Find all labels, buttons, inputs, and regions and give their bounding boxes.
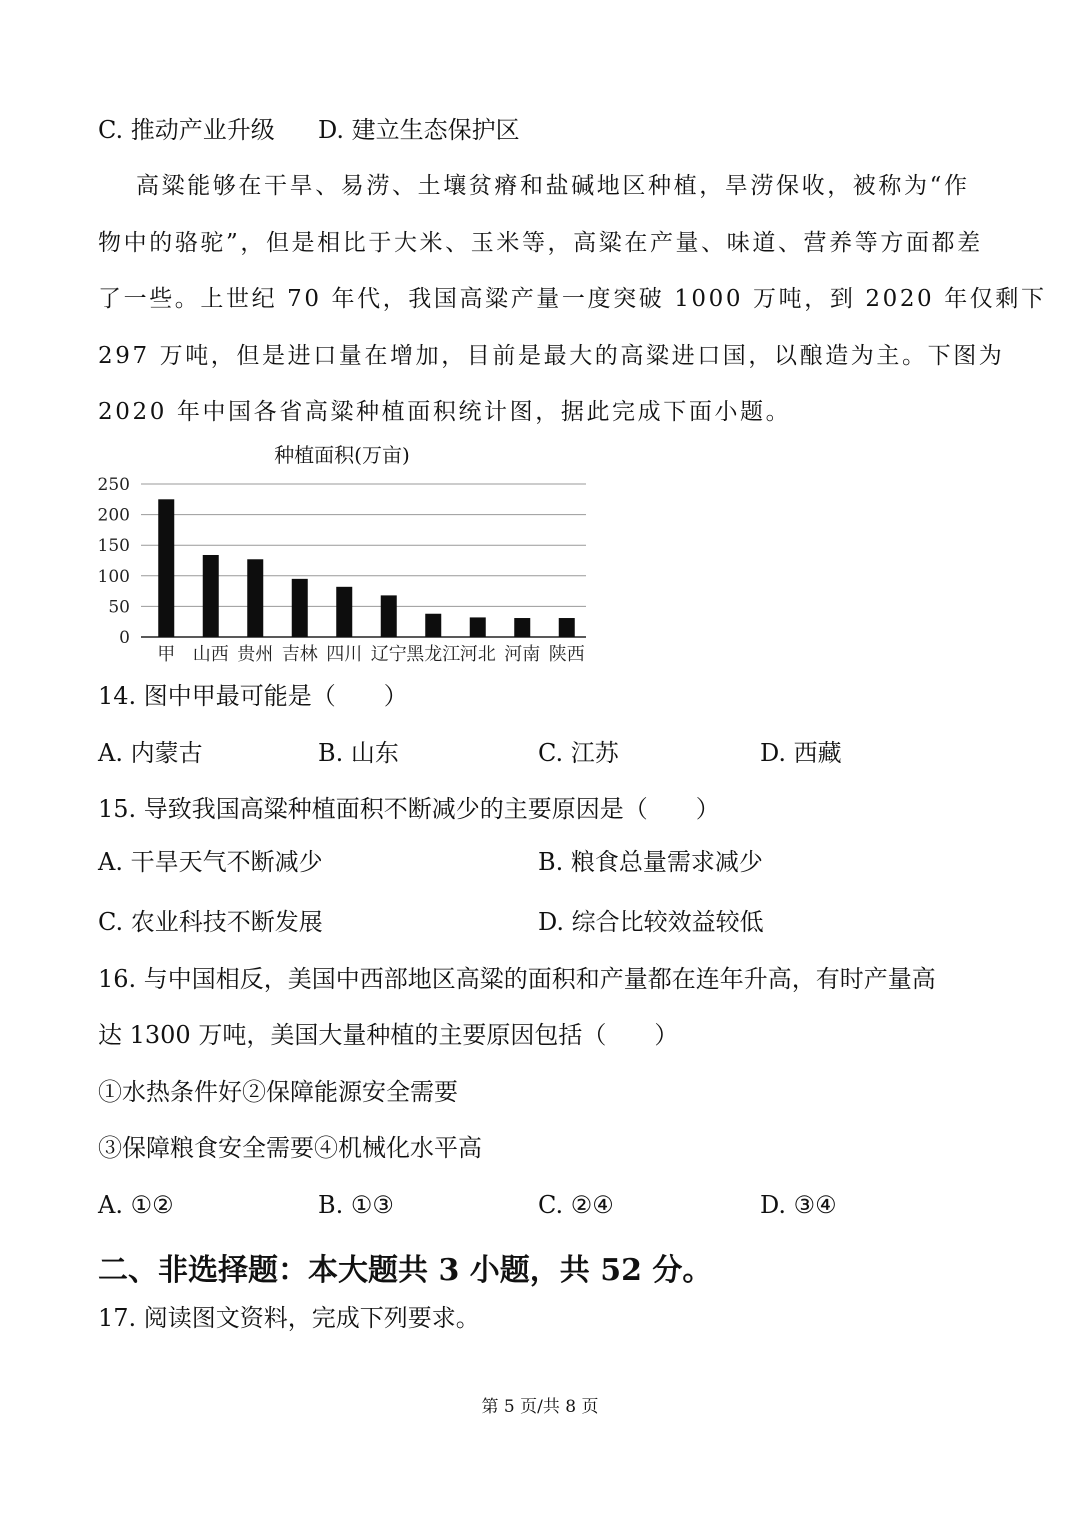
y-tick-label: 50 — [108, 597, 130, 618]
y-tick-label: 0 — [119, 628, 130, 648]
q16-stem-line-1: 16. 与中国相反，美国中西部地区高粱的面积和产量都在连年升高，有时产量高 — [98, 965, 936, 993]
q15-option-b: B. 粮食总量需求减少 — [538, 848, 763, 876]
x-category-label: 吉林 — [281, 644, 318, 665]
x-category-label: 黑龙江 — [406, 644, 461, 665]
bar-1 — [158, 499, 174, 637]
x-category-label: 四川 — [326, 644, 363, 665]
x-category-label: 山西 — [192, 644, 229, 665]
passage-line-1: 高粱能够在干旱、易涝、土壤贫瘠和盐碱地区种植，旱涝保收，被称为“作 — [136, 173, 970, 199]
passage-line-2: 物中的骆驼”，但是相比于大米、玉米等，高粱在产量、味道、营养等方面都差 — [98, 230, 983, 256]
section-2-heading: 二、非选择题：本大题共 3 小题，共 52 分。 — [98, 1253, 713, 1288]
q16-option-c: C. ②④ — [538, 1191, 614, 1219]
q13-option-d: D. 建立生态保护区 — [318, 116, 520, 144]
q15-stem: 15. 导致我国高粱种植面积不断减少的主要原因是（ ） — [98, 795, 720, 823]
q15-option-d: D. 综合比较效益较低 — [538, 908, 764, 936]
q14-stem: 14. 图中甲最可能是（ ） — [98, 682, 408, 710]
y-tick-label: 150 — [97, 536, 130, 557]
q16-items-line-1: ①水热条件好②保障能源安全需要 — [98, 1078, 458, 1106]
bar-2 — [203, 555, 219, 637]
x-category-label: 陕西 — [548, 644, 585, 665]
bar-8 — [470, 617, 486, 637]
q16-items-line-2: ③保障粮食安全需要④机械化水平高 — [98, 1134, 482, 1162]
chart-title: 种植面积(万亩) — [274, 443, 410, 467]
q16-option-d: D. ③④ — [760, 1191, 837, 1219]
y-tick-label: 100 — [97, 566, 130, 587]
y-tick-label: 250 — [97, 475, 130, 495]
chart-bars — [158, 499, 575, 637]
q16-stem-line-2: 达 1300 万吨，美国大量种植的主要原因包括（ ） — [98, 1021, 679, 1049]
x-category-label: 贵州 — [237, 644, 274, 665]
q15-option-c: C. 农业科技不断发展 — [98, 908, 323, 936]
page-footer: 第 5 页/共 8 页 — [481, 1397, 599, 1417]
chart-y-ticks — [98, 475, 130, 648]
x-category-label: 河北 — [459, 644, 496, 665]
q15-option-a: A. 干旱天气不断减少 — [98, 848, 323, 876]
q13-option-c: C. 推动产业升级 — [98, 116, 275, 144]
chart-x-labels — [157, 643, 585, 665]
bar-7 — [425, 614, 441, 637]
x-category-label: 辽宁 — [370, 644, 407, 665]
bar-6 — [381, 595, 397, 637]
q16-option-b: B. ①③ — [318, 1191, 394, 1219]
passage-line-3: 了一些。上世纪 70 年代，我国高粱产量一度突破 1000 万吨，到 2020 年仅剩下 — [98, 286, 1047, 312]
q14-option-c: C. 江苏 — [538, 739, 619, 767]
passage-line-4: 297 万吨，但是进口量在增加，目前是最大的高粱进口国，以酿造为主。下图为 — [98, 343, 1005, 369]
bar-10 — [559, 618, 575, 637]
bar-9 — [514, 618, 530, 637]
q14-option-d: D. 西藏 — [760, 739, 842, 767]
sorghum-area-bar-chart — [88, 436, 618, 672]
q17-stem: 17. 阅读图文资料，完成下列要求。 — [98, 1304, 480, 1332]
q14-option-b: B. 山东 — [318, 739, 399, 767]
y-tick-label: 200 — [97, 505, 130, 526]
bar-4 — [292, 579, 308, 637]
passage-line-5: 2020 年中国各省高粱种植面积统计图，据此完成下面小题。 — [98, 399, 792, 425]
bar-3 — [247, 559, 263, 637]
x-category-label: 甲 — [157, 644, 176, 665]
bar-5 — [336, 587, 352, 637]
q14-option-a: A. 内蒙古 — [98, 739, 203, 767]
x-category-label: 河南 — [504, 644, 541, 665]
q16-option-a: A. ①② — [98, 1191, 174, 1219]
